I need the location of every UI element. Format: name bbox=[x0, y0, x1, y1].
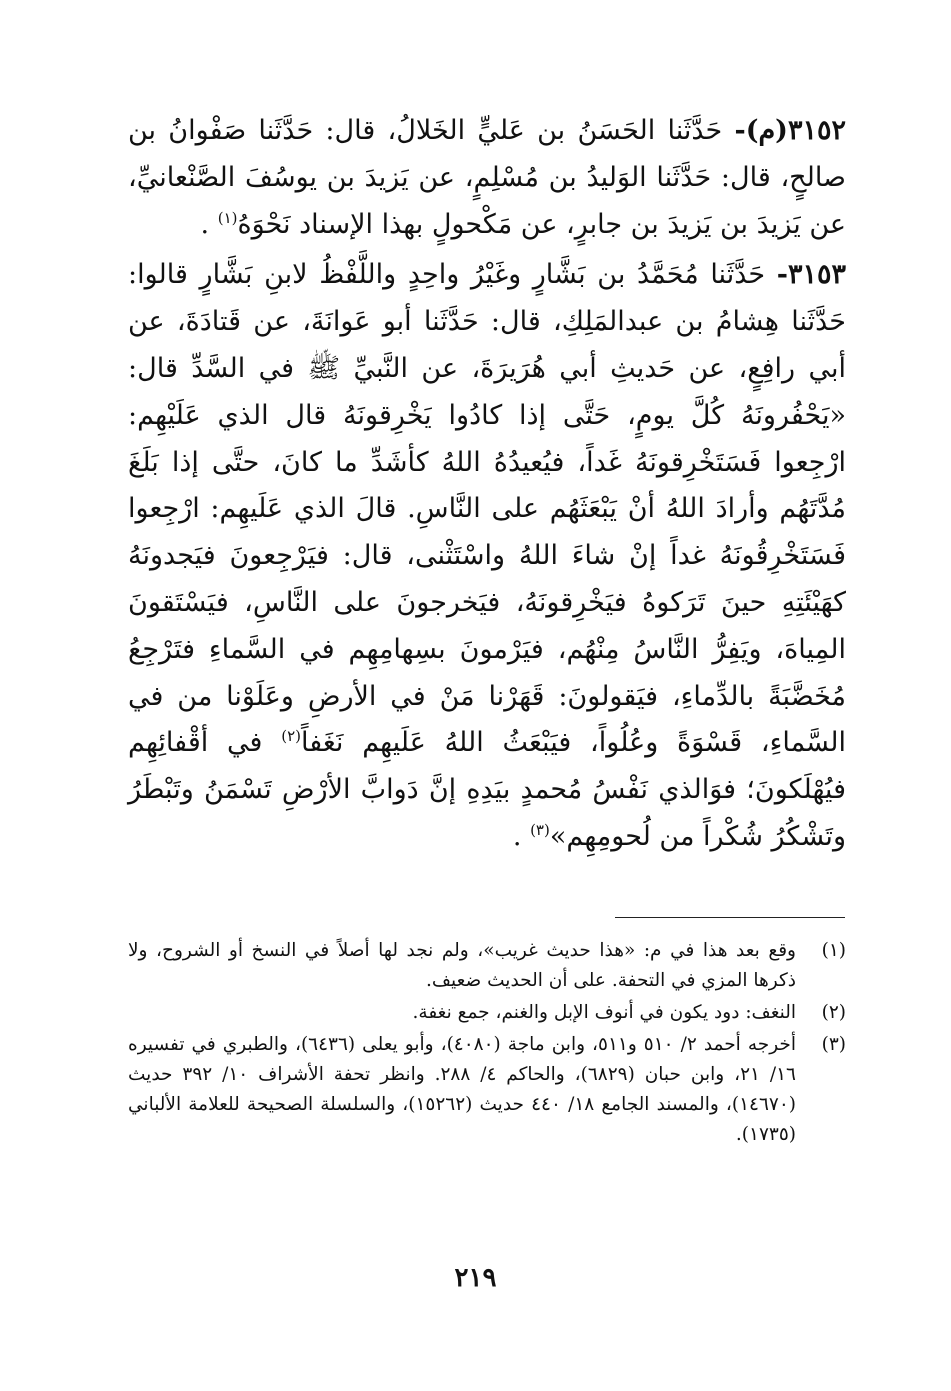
hadith-text-continued: في أقْفائِهِم فيُهْلَكونَ؛ فوَالذي نَفْسُ مُحمدٍ بيَدِهِ إنَّ دَوابَّ الأرْضِ تَسْمَنُ وتَبْطَرُ وتَشْكُرُ شُكْراً من لُحومِهِم» bbox=[128, 727, 846, 852]
main-text-body bbox=[128, 108, 846, 865]
footnote-divider bbox=[615, 917, 845, 918]
footnote-number: (١) bbox=[821, 940, 846, 961]
hadith-3152 bbox=[128, 108, 846, 248]
sentence-end: . bbox=[200, 208, 218, 240]
footnote-item bbox=[128, 936, 846, 996]
footnote-item bbox=[128, 1030, 846, 1150]
hadith-text: حَدَّثَنا مُحَمَّدُ بن بَشَّارٍ وغَيْرُ واحِدٍ واللَّفْظُ لابنِ بَشَّارٍ قالوا: حَدَّثَنا هِشامُ بن عبدالمَلِكِ، قال: حَدَّثَنا أبو عَوانَةَ، عن قَتادَةَ، عن أبي رافِعٍ، عن حَديثِ أبي هُرَيرَةَ، عن النَّبيِّ ﷺ في السَّدِّ قال: «يَحْفُرونَهُ كُلَّ يومٍ، حَتَّى إذا كادُوا يَخْرِقونَهُ قال الذي عَلَيْهِم: ارْجِعوا فَسَتَخْرِقونَهُ غَداً، فيُعيدُهُ اللهُ كأشَدِّ ما كانَ، حتَّى إذا بَلَغَ مُدَّتَهُم وأرادَ اللهُ أنْ يَبْعَثَهُم على النَّاسِ. قالَ الذي عَلَيهِم: ارْجِعوا فَسَتَخْرِقُونَهُ غداً إنْ شاءَ اللهُ واسْتَثْنى، قال: فيَرْجِعونَ فيَجدونَهُ كهَيْئَتِهِ حينَ تَرَكوهُ فيَخْرِقونَهُ، فيَخرجونَ على النَّاسِ، فيَسْتَقونَ المِياهَ، ويَفِرُّ النَّاسُ مِنْهُم، فيَرْمونَ بسِهامِهِم في السَّماءِ فتَرْجِعُ مُخَضَّبَةً بالدِّماءِ، فيَقولونَ: قَهَرْنا مَنْ في الأرضِ وعَلَوْنا من في السَّماءِ، قَسْوَةً وعُلُواً، فيَبْعَثُ اللهُ عَلَيهِم نَغَفاً bbox=[128, 259, 846, 759]
sentence-end: . bbox=[512, 820, 531, 852]
footnote-text: أخرجه أحمد ٢/ ٥١٠ و٥١١، وابن ماجة (٤٠٨٠)، وأبو يعلى (٦٤٣٦)، والطبري في تفسيره ١٦/ ٢١، وابن حبان (٦٨٢٩)، والحاكم ٤/ ٢٨٨. وانظر تحفة الأشراف ١٠/ ٣٩٢ حديث (١٤٦٧٠)، والمسند الجامع ١٨/ ٤٤٠ حديث (١٥٢٦٢)، والسلسلة الصحيحة للعلامة الألباني (١٧٣٥). bbox=[128, 1034, 796, 1145]
footnotes-section bbox=[128, 936, 846, 1152]
hadith-text: حَدَّثَنا الحَسَنُ بن عَليٍّ الخَلالُ، قال: حَدَّثَنا صَفْوانُ بن صالحٍ، قال: حَدَّثَنا الوَليدُ بن مُسْلِمٍ، عن يَزيدَ بن يوسُفَ الصَّنْعانيِّ، عن يَزيدَ بن يَزيدَ بن جابرٍ، عن مَكْحولٍ بهذا الإسناد نَحْوَهُ bbox=[128, 115, 846, 240]
footnote-ref[interactable]: (١) bbox=[217, 208, 238, 227]
footnote-number: (٣) bbox=[821, 1034, 846, 1055]
footnote-ref[interactable]: (٢) bbox=[281, 727, 301, 746]
footnote-number: (٢) bbox=[821, 1002, 846, 1023]
footnote-ref[interactable]: (٣) bbox=[530, 820, 550, 839]
footnote-text: النغف: دود يكون في أنوف الإبل والغنم، جمع نغفة. bbox=[412, 1002, 796, 1023]
page-number: ٢١٩ bbox=[454, 1263, 497, 1293]
footnote-item bbox=[128, 998, 846, 1028]
hadith-number: ٣١٥٣- bbox=[776, 259, 846, 291]
hadith-3153 bbox=[128, 252, 846, 860]
hadith-number: ٣١٥٢(م)- bbox=[734, 115, 846, 146]
footnote-text: وقع بعد هذا في م: «هذا حديث غريب»، ولم نجد لها أصلاً في النسخ أو الشروح، ولا ذكرها المزي في التحفة. على أن الحديث ضعيف. bbox=[128, 940, 796, 991]
